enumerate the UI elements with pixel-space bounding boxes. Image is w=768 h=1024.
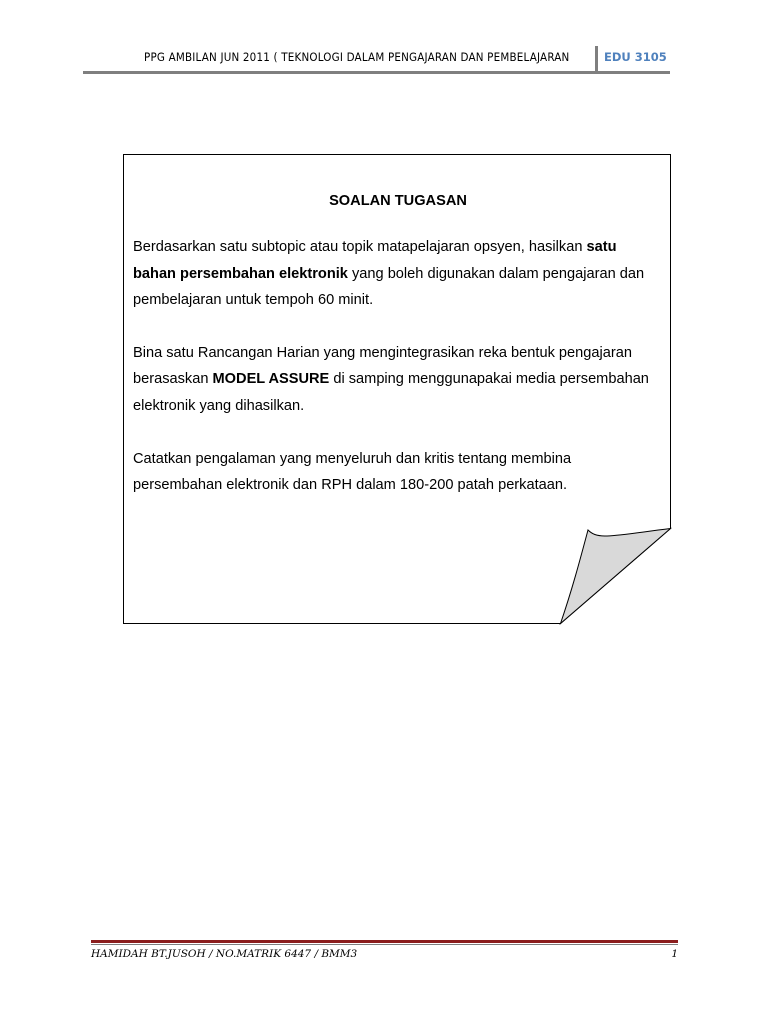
assignment-paragraph-3: Catatkan pengalaman yang menyeluruh dan kritis tentang membina persembahan elektronik dan RPH dalam 180-200 patah perkataan. [133,450,572,494]
assignment-paragraph-2: Bina satu Rancangan Harian yang mengintegrasikan reka bentuk pengajaran berasaskan MODEL ASSURE di samping menggunapakai media persembahan elektronik yang dihasilkan. [133,344,649,414]
footer-author: HAMIDAH BT.JUSOH / NO.MATRIK 6447 / BMM3 [91,948,358,960]
header-title: PPG AMBILAN JUN 2011 ( TEKNOLOGI DALAM PENGAJARAN DAN PEMBELAJARAN [144,50,570,64]
assignment-content [133,188,663,525]
assignment-paragraph-1: Berdasarkan satu subtopic atau topik matapelajaran opsyen, hasilkan satu bahan persembahan elektronik yang boleh digunakan dalam pengajaran dan pembelajaran untuk tempoh 60 minit. [133,239,645,309]
page-number: 1 [671,948,678,960]
footer-rule-secondary [91,944,678,945]
assignment-title: SOALAN TUGASAN [329,193,467,209]
course-code: EDU 3105 [604,50,667,64]
bold-phrase: MODEL ASSURE [212,371,330,388]
bold-phrase: satu bahan persembahan elektronik [133,239,617,282]
footer-rule [91,940,678,943]
